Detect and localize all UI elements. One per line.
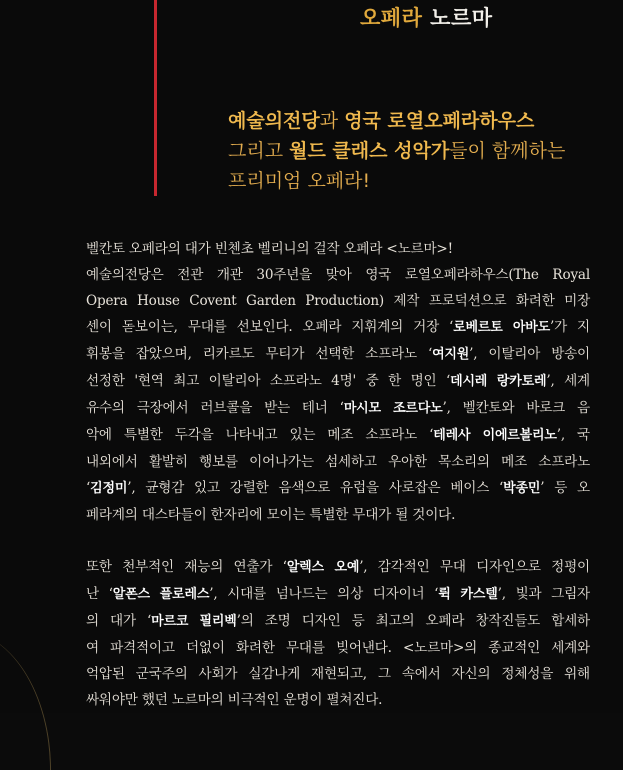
name-roberto-abbado: 로베르토 아바도 <box>453 320 550 335</box>
description-body <box>86 236 590 713</box>
tagline-and-also: 그리고 <box>228 140 290 162</box>
tagline-sac: 예술의전당 <box>228 110 320 132</box>
name-marco-filibeck: 마르코 필리벡 <box>151 614 237 629</box>
p1-line-4: 센이 돋보이는, 무대를 선보인다. 오페라 지휘계의 거장 ‘로베르토 아바도’가 지 <box>86 319 590 335</box>
title-norma: 노르마 <box>422 6 493 30</box>
name-luc-castells: 뤽 카스텔 <box>438 587 498 602</box>
p2-line-5: 억압된 군국주의 사회가 실감나게 재현되고, 그 속에서 자신의 정체성을 위해 <box>86 666 590 682</box>
tagline-roh: 영국 로열오페라하우스 <box>344 110 535 132</box>
corner-arc-decoration <box>0 630 51 770</box>
p2-line-6: 싸워야만 했던 노르마의 비극적인 운명이 펼쳐진다. <box>86 692 383 708</box>
p1-line-1: 벨칸토 오페라의 대가 빈첸초 벨리니의 걸작 오페라 <노르마>! <box>86 241 453 257</box>
tagline-world-class: 월드 클래스 성악가 <box>289 140 450 162</box>
name-yeo-jiwon: 여지원 <box>432 347 470 362</box>
tagline-line-3: 프리미엄 오페라! <box>228 170 371 192</box>
tagline-line-1 <box>228 106 608 136</box>
name-park-jongmin: 박종민 <box>503 481 541 496</box>
name-alfons-flores: 알폰스 플로레스 <box>112 587 210 602</box>
p2-line-4: 여 파격적이고 더없이 화려한 무대를 빚어낸다. <노르마>의 종교적인 세계와 <box>86 640 590 656</box>
p1-line-7: 유수의 극장에서 러브콜을 받는 테너 ‘마시모 조르다노’, 벨칸토와 바로크 음 <box>86 400 590 416</box>
tagline <box>228 106 608 196</box>
tagline-and: 과 <box>319 110 345 132</box>
p1-line-5: 휘봉을 잡았으며, 리카르도 무티가 선택한 소프라노 ‘여지원’, 이탈리아 방송이 <box>86 346 590 362</box>
p1-line-8: 악에 특별한 두각을 나타내고 있는 메조 소프라노 ‘테레사 이에르볼리노’, 국 <box>86 427 590 443</box>
tagline-together: 들이 함께하는 <box>449 140 566 162</box>
name-kim-jeongmi: 김정미 <box>90 481 128 496</box>
tagline-line-2 <box>228 136 608 166</box>
name-desiree-rancatore: 데시레 랑카토레 <box>450 374 547 389</box>
p1-line-9: 내외에서 활발히 행보를 이어나가는 섬세하고 우아한 목소리의 메조 소프라노 <box>86 454 590 470</box>
paragraph-2 <box>86 554 590 713</box>
p2-line-2: 난 ‘알폰스 플로레스’, 시대를 넘나드는 의상 디자이너 ‘뤽 카스텔’, 빛과 그림자 <box>86 586 590 602</box>
name-alex-ollé: 알렉스 오예 <box>286 560 360 575</box>
p1-line-3: Opera House Covent Garden Production) 제작 프로덕션으로 화려한 미장 <box>86 293 590 309</box>
name-teresa-iervolino: 테레사 이에르볼리노 <box>433 428 557 443</box>
page-title <box>360 2 493 32</box>
p1-line-11: 페라계의 대스타들이 한자리에 모이는 특별한 무대가 될 것이다. <box>86 507 456 523</box>
p2-line-3: 의 대가 ‘마르코 필리벡’의 조명 디자인 등 최고의 오페라 창작진들도 합세하 <box>86 613 590 629</box>
name-massimo-giordano: 마시모 조르다노 <box>343 401 443 416</box>
p2-line-1: 또한 천부적인 재능의 연출가 ‘알렉스 오예’, 감각적인 무대 디자인으로 정평이 <box>86 559 590 575</box>
paragraph-1 <box>86 236 590 528</box>
p1-line-2: 예술의전당은 전관 개관 30주년을 맞아 영국 로열오페라하우스(The Royal <box>86 267 590 283</box>
title-opera: 오페라 <box>360 6 423 30</box>
p1-line-6: 선정한 '현역 최고 이탈리아 소프라노 4명' 중 한 명인 ‘데시레 랑카토레’, 세계 <box>86 373 590 389</box>
p1-line-10: ‘김정미’, 균형감 있고 강렬한 음색으로 유럽을 사로잡은 베이스 ‘박종민’ 등 오 <box>86 480 590 496</box>
red-divider-line <box>154 0 157 196</box>
